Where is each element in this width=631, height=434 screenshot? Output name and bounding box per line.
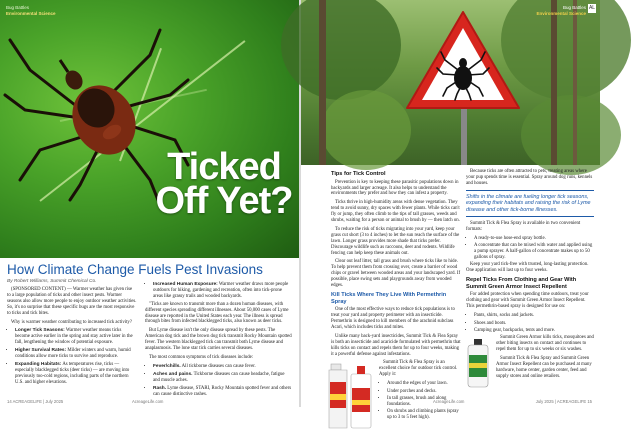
list-item: • Longer Tick Seasons: Warmer weather means ticks become active earlier in the spring and stay active later in the fall, lengthening the window of potential exposure. — [15, 328, 137, 346]
uses-list — [466, 313, 594, 334]
body-paragraph: Keep your yard tick-free with trusted, long-lasting protection. One application will last up to four weeks. — [466, 262, 589, 274]
body-paragraph: Clear out leaf litter, tall grass and brush where ticks like to hide. To help prevent them from crossing over, create a barrier of wood chips or gravel between wooded areas and your landscaped yard. If possible, place swing sets and playgrounds away from wooded edges. — [331, 259, 461, 289]
section-heading: Repel Ticks From Clothing and Gear With Summit Green Armor Insect Repellent — [466, 277, 577, 290]
climate-factors-list — [7, 328, 137, 385]
list-item: • Around the edges of your lawn. — [387, 381, 461, 387]
list-item: • Fever/chills. All tickborne diseases can cause fever. — [153, 364, 292, 370]
body-paragraph: For added protection when spending time outdoors, treat your clothing and gear with Summit Green Armor Insect Repellent. This permethrin-based spray is designed for use on: — [466, 292, 589, 310]
tick-on-leaf-photo — [0, 0, 299, 258]
list-item: • A concentrate that can be mixed with water and applied using a pump sprayer. A half-gallon of concentrate makes up to 50 gallons of spray. — [474, 243, 594, 261]
page-folio-right: July 2025 | ACREAGELIFE 15 — [535, 399, 592, 404]
symptoms-list — [145, 364, 292, 398]
left-column-2 — [145, 282, 292, 399]
body-paragraph: One of the most effective ways to reduce tick populations is to treat your yard and property perimeter with an insecticide. Permethrin is designed to kill members of the arachnid subclass Acari, which includes ticks and mites. — [331, 307, 455, 330]
website-footer: AcreageLife.com — [433, 399, 465, 404]
subhead: How Climate Change Fuels Pest Invasions — [7, 262, 263, 277]
intro-paragraph: (SPONSORED CONTENT) — Warmer weather has given rise to a large population of ticks and other insect pests. Warmer seasons also allow more people to enjoy outdoor weather activities. So, it's no surprise that these specific bugs are the most responsive to ticks and tick bites. — [7, 287, 137, 316]
warning-sign-icon — [403, 8, 523, 113]
list-item: • Shoes and boots. — [474, 321, 594, 327]
website-footer: AcreageLife.com — [132, 399, 164, 404]
magazine-logo-badge: AL — [588, 5, 596, 11]
spray-bottles-product-icon — [327, 354, 377, 434]
right-column-2 — [466, 169, 594, 383]
page-folio-left: 14 ACREAGELIFE | July 2025 — [7, 399, 64, 404]
body-paragraph: Ticks thrive in high-humidity areas with dense vegetation. They tend to avoid sunny, dry spaces with fewer plants. While ticks can't fly or jump, they often climb to the tips of tall grasses, weeds and shrubs, waiting for a person or animal to brush by — then latch on. — [331, 200, 460, 224]
list-item: • Camping gear, backpacks, tents and more. — [474, 328, 594, 334]
list-item: • Expanding Habitats: As temperatures rise, ticks — especially blacklegged ticks (deer ticks) — are moving into previously too-cold regions, including parts of the northern U.S. and higher elevations. — [15, 362, 137, 386]
left-column-1 — [7, 287, 137, 388]
body-paragraph: "Ticks are known to transmit more than a dozen human diseases, with different species spreading different illnesses. About 50,000 cases of Lyme disease are reported in the United States each year. The illness is spread through bites from infected blacklegged ticks, also known as deer ticks. — [145, 301, 289, 325]
body-paragraph: Summit Green Armor kills ticks, mosquitoes and other biting insects on contact and continues to repel them for up to six weeks or six washes. — [496, 335, 594, 353]
body-paragraph: Prevention is key to keeping these parasitic populations down in backyards and larger acreage. It also helps to understand the environments they prefer and how they can infest a property. — [331, 179, 459, 197]
byline: By Robert Williams, Summit Chemical Co. — [7, 279, 97, 284]
body-paragraph: But Lyme disease isn't the only disease spread by these pests. The American dog tick and the brown dog tick transmit Rocky Mountain spotted fever. The western blacklegged tick can transmit both Lyme disease and anaplasmosis. The lone star tick carries several diseases. — [145, 328, 292, 352]
body-paragraph: Summit Tick & Flea Spray is an excellent choice for outdoor tick control. Apply it: — [379, 360, 458, 378]
section-heading: Tips for Tick Control — [331, 171, 386, 177]
list-item: • Rash. Lyme disease, STARI, Rocky Mountain spotted fever and others can cause distinctive rashes. — [153, 386, 292, 398]
body-paragraph: Because ticks are often attracted to pets, treating areas where your pup spends time is essential. Spray around dog runs, kennels and houses. — [466, 169, 593, 186]
list-item: • Under porches and decks. — [387, 389, 461, 395]
list-item: • On shrubs and climbing plants (spray up to 3 to 5 feet high). — [387, 409, 461, 421]
question-paragraph: Why is warmer weather contributing to increased tick activity? — [11, 319, 132, 325]
right-column-1 — [331, 169, 461, 423]
tick-warning-sign-photo — [301, 0, 600, 165]
body-paragraph: Summit Tick & Flea Spray is available in two convenient formats: — [466, 220, 581, 232]
list-item: • Increased Human Exposure: Warmer weather draws more people outdoors for hiking, gardening and recreation, often into tick-prone areas like grassy trails and wooded backyards. — [153, 282, 292, 300]
list-item: • Pants, shirts, socks and jackets. — [474, 313, 594, 319]
section-tag: Bug Battles Environmental Science — [536, 5, 586, 16]
body-paragraph: Summit Tick & Flea Spray and Summit Green Armor Insect Repellent can be purchased at many hardware, home center, garden center, feed and supply stores and online retailers. — [496, 356, 592, 379]
exposure-list — [145, 282, 292, 300]
pull-quote: Shifts in the climate are fueling longer tick seasons, expanding their habitats and raising the risk of Lyme disease and other tick-borne illnesses. — [466, 190, 594, 217]
left-page — [0, 0, 299, 407]
body-paragraph: The most common symptoms of tick diseases include: — [149, 354, 254, 360]
list-item: • Higher Survival Rates: Milder winters and warm, humid conditions allow more ticks to survive and reproduce. — [15, 348, 137, 360]
body-paragraph: Unlike many back-yard insecticides, Summit Tick & Flea Spray is both an insecticide and acaricide formulated with permethrin that kills ticks on contact and repels them for up to four weeks, making it a powerful defense against infestations. — [331, 333, 461, 357]
list-item: • In tall grasses, brush and along foundations. — [387, 396, 461, 408]
list-item: • Aches and pains. Tickborne diseases can cause headache, fatigue and muscle aches. — [153, 372, 292, 384]
green-armor-bottle-icon — [464, 337, 492, 389]
body-paragraph: To reduce the risk of ticks migrating into your yard, keep your grass cut short (3 to 4 inches) to let the sun reach the surface of the lawn. Longer grass provides more shade that ticks prefer. Discourage wildlife such as raccoons, deer and rodents. Wildlife fencing can help keep these animals out. — [331, 226, 460, 256]
headline: Ticked Off Yet? — [155, 146, 293, 222]
section-tag: Bug Battles Environmental Science — [6, 5, 56, 16]
right-page — [301, 0, 600, 421]
section-heading: Kill Ticks Where They Live With Permethrin Spray — [331, 292, 447, 305]
list-item: • A ready-to-use hose-end spray bottle. — [474, 236, 594, 242]
formats-list — [466, 236, 594, 261]
